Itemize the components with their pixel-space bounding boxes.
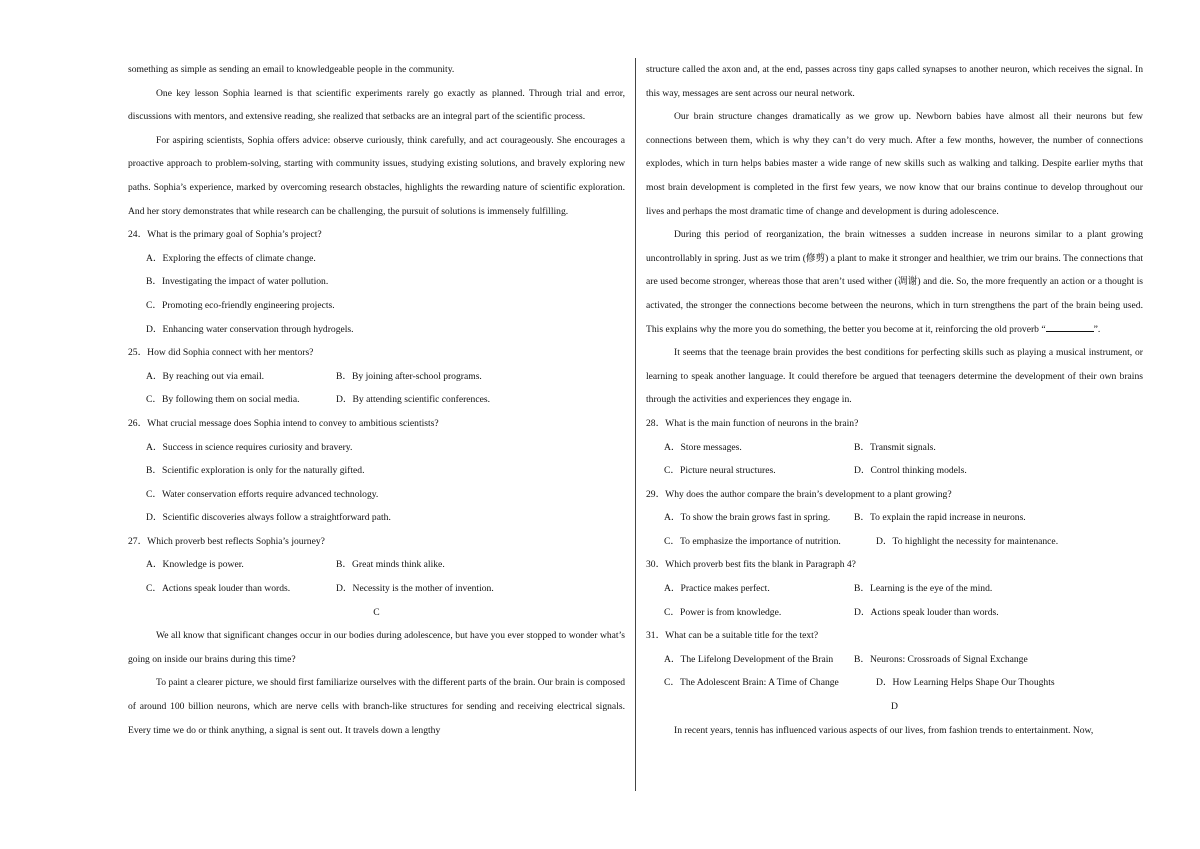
paragraph-text: ”. <box>1093 323 1101 335</box>
option: D．Control thinking models. <box>854 465 967 477</box>
option-row <box>646 436 1143 460</box>
column-divider <box>635 58 636 791</box>
right-column <box>646 58 1143 742</box>
question-25: 25．How did Sophia connect with her mentors? <box>128 347 314 359</box>
option-row <box>646 459 1143 483</box>
question-24: 24．What is the primary goal of Sophia’s project? <box>128 229 322 241</box>
option: C．Water conservation efforts require advanced technology. <box>146 488 379 500</box>
passage-b-paragraph: something as simple as sending an email to knowledgeable people in the community. <box>128 64 455 75</box>
option-row <box>128 388 625 412</box>
question-28: 28．What is the main function of neurons in the brain? <box>646 417 859 429</box>
option: B．To explain the rapid increase in neurons. <box>854 512 1026 524</box>
option: C．To emphasize the importance of nutrition. <box>664 535 841 547</box>
section-heading-c: C <box>373 606 380 618</box>
option: C．Power is from knowledge. <box>664 606 782 618</box>
option: A．To show the brain grows fast in spring. <box>664 512 831 524</box>
option-row <box>646 506 1143 530</box>
passage-d-paragraph: In recent years, tennis has influenced various aspects of our lives, from fashion trends to entertainment. Now, <box>674 724 1094 736</box>
option-row <box>646 601 1143 625</box>
option: C．The Adolescent Brain: A Time of Change <box>664 677 839 689</box>
option-row <box>128 553 625 577</box>
option: B．Investigating the impact of water pollution. <box>146 276 329 288</box>
option: B．Transmit signals. <box>854 441 936 453</box>
option-row <box>646 671 1143 695</box>
option: B．By joining after-school programs. <box>336 370 482 382</box>
option: C．Picture neural structures. <box>664 465 776 477</box>
question-27: 27．Which proverb best reflects Sophia’s journey? <box>128 535 325 547</box>
fill-in-blank <box>1046 321 1094 332</box>
option: B．Scientific exploration is only for the naturally gifted. <box>146 465 365 477</box>
option: A．By reaching out via email. <box>146 370 265 382</box>
question-29: 29．Why does the author compare the brain’s development to a plant growing? <box>646 488 952 500</box>
option: B．Learning is the eye of the mind. <box>854 583 993 595</box>
option: D．How Learning Helps Shape Our Thoughts <box>876 677 1055 689</box>
passage-b-paragraph: For aspiring scientists, Sophia offers advice: observe curiously, think carefully, and act courageously. She encourages a proactive approach to problem-solving, starting with community issues, studying existing solutions, and bravely exploring new paths. Sophia’s experience, marked by overcoming research obstacles, highlights the rewarding nature of scientific exploration. And her story demonstrates that while research can be challenging, the pursuit of solutions is immensely fulfilling. <box>128 134 625 217</box>
option: D．Necessity is the mother of invention. <box>336 583 494 595</box>
option: D．Enhancing water conservation through hydrogels. <box>146 323 354 335</box>
option: C．Actions speak louder than words. <box>146 583 291 595</box>
option: A．The Lifelong Development of the Brain <box>664 653 834 665</box>
option: A．Knowledge is power. <box>146 559 244 571</box>
passage-c-paragraph: Our brain structure changes dramatically as we grow up. Newborn babies have almost all their neurons but few connections between them, which is why they can’t do very much. After a few months, however, the number of connections explodes, which in turn helps babies master a wide range of new skills such as walking and talking. Despite earlier myths that most brain development is completed in the first few years, we now know that our brains continue to develop throughout our lives and perhaps the most dramatic time of change and development is during adolescence. <box>646 111 1143 217</box>
passage-b-paragraph: One key lesson Sophia learned is that scientific experiments rarely go exactly as planned. Through trial and error, discussions with mentors, and extensive reading, she realized that setbacks are an integral part of the scientific process. <box>128 87 625 123</box>
option: D．To highlight the necessity for maintenance. <box>876 535 1059 547</box>
passage-c-paragraph: structure called the axon and, at the end, passes across tiny gaps called synapses to another neuron, which receives the signal. In this way, messages are sent across our neural network. <box>646 64 1143 99</box>
passage-c-paragraph: To paint a clearer picture, we should first familiarize ourselves with the different parts of the brain. Our brain is composed of around 100 billion neurons, which are nerve cells with branch-like structures for sending and receiving electrical signals. Every time we do or think anything, a signal is sent out. It travels down a lengthy <box>128 677 625 736</box>
option: A．Store messages. <box>664 441 742 453</box>
option-row <box>646 577 1143 601</box>
left-column <box>128 58 625 742</box>
option: B．Neurons: Crossroads of Signal Exchange <box>854 653 1028 665</box>
option: D．Actions speak louder than words. <box>854 606 999 618</box>
option-row <box>128 365 625 389</box>
section-heading-d: D <box>891 701 898 713</box>
option-row <box>646 530 1143 554</box>
option: D．Scientific discoveries always follow a straightforward path. <box>146 512 391 524</box>
option-row <box>128 577 625 601</box>
option: A．Practice makes perfect. <box>664 583 770 595</box>
option: C．By following them on social media. <box>146 394 300 406</box>
option: A．Exploring the effects of climate change. <box>146 252 316 264</box>
paragraph-text: During this period of reorganization, the brain witnesses a sudden increase in neurons similar to a plant growing uncontrollably in spring. Just as we trim (修剪) a plant to make it stronger and healthier, we trim our brains. The connections that are used become stronger, whereas those that aren’t used wither (凋谢) and die. So, the more frequently an action or a thought is activated, the stronger the connections become between the neurons, which in turn strengthens the part of the brain being used. This explains why the more you do something, the better you become at it, reinforcing the old proverb “ <box>646 229 1143 335</box>
question-31: 31．What can be a suitable title for the text? <box>646 630 819 642</box>
passage-c-paragraph <box>646 223 1143 341</box>
option: C．Promoting eco-friendly engineering projects. <box>146 299 335 311</box>
option: A．Success in science requires curiosity and bravery. <box>146 441 353 453</box>
option-row <box>646 648 1143 672</box>
option: B．Great minds think alike. <box>336 559 445 571</box>
passage-c-paragraph: We all know that significant changes occur in our bodies during adolescence, but have you ever stopped to wonder what’s going on inside our brains during this time? <box>128 630 625 665</box>
passage-c-paragraph: It seems that the teenage brain provides the best conditions for perfecting skills such as playing a musical instrument, or learning to speak another language. It could therefore be argued that teenagers determine the development of their own brains through the activities and experiences they engage in. <box>646 347 1143 406</box>
question-26: 26．What crucial message does Sophia intend to convey to ambitious scientists? <box>128 417 439 429</box>
option: D．By attending scientific conferences. <box>336 394 490 406</box>
question-30: 30．Which proverb best fits the blank in Paragraph 4? <box>646 559 856 571</box>
